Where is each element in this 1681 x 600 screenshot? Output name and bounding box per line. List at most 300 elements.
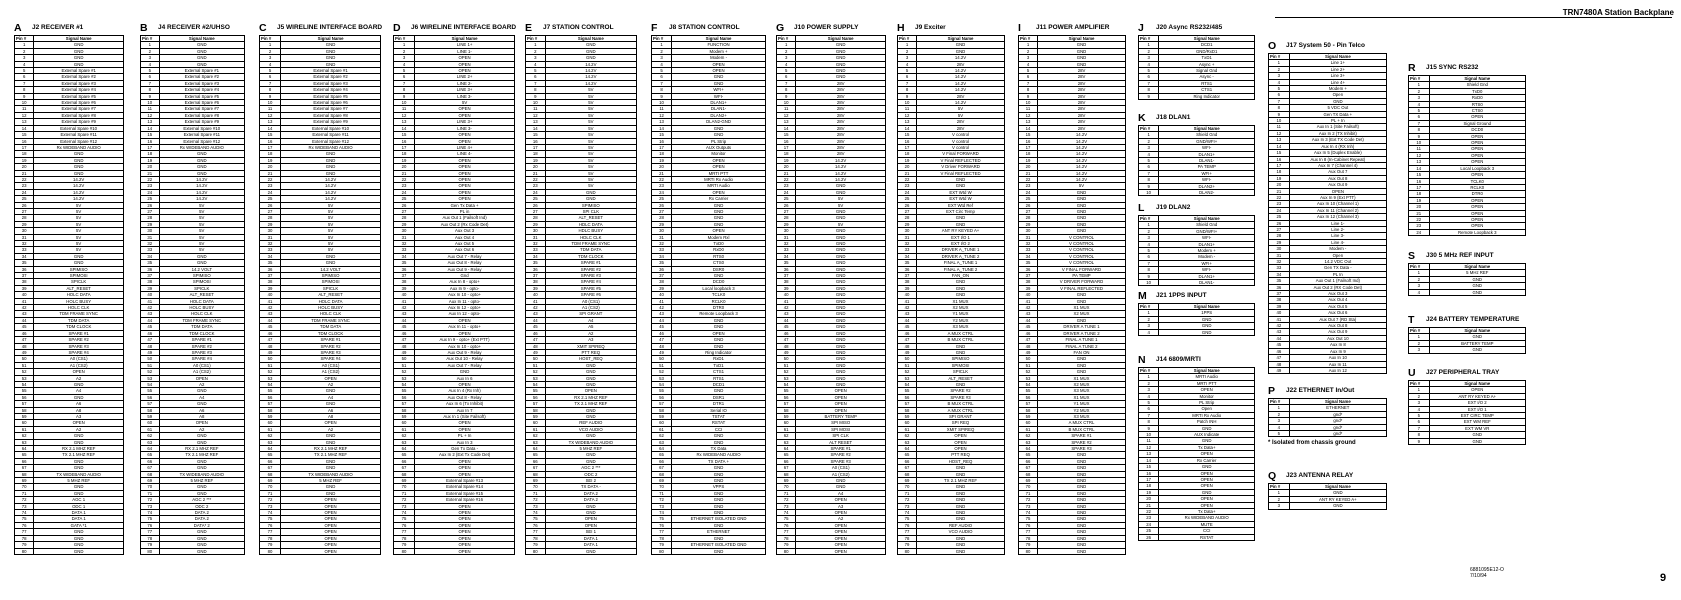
signal-name: GND — [796, 241, 886, 247]
pin-number: 21 — [652, 170, 672, 176]
pin-number: 6 — [898, 74, 917, 80]
signal-name: OPEN — [415, 170, 515, 176]
pin-number: 79 — [1019, 542, 1038, 548]
signal-name: HOLC CLK — [281, 311, 381, 317]
pin-number: 3 — [526, 55, 546, 61]
signal-name: Aux In 10 - opto+ — [415, 292, 515, 298]
signal-name: OPEN — [415, 112, 515, 118]
signal-name: XMIT SPIREQ — [917, 426, 1005, 432]
pin-number: 68 — [141, 471, 160, 477]
pin-number: 45 — [141, 324, 160, 330]
signal-name: GND — [159, 465, 244, 471]
signal-name: Monitor — [672, 151, 766, 157]
pin-number: 2 — [898, 48, 917, 54]
signal-name: 28V — [917, 93, 1005, 99]
pin-number: 65 — [526, 452, 546, 458]
pin-number: 25 — [394, 196, 415, 202]
pin-number: 72 — [394, 497, 415, 503]
connector-section-f — [651, 22, 766, 555]
pin-number: 53 — [141, 375, 160, 381]
pin-table — [525, 35, 637, 555]
pin-number: 47 — [141, 337, 160, 343]
pin-number: 7 — [898, 80, 917, 86]
section-title: J27 PERIPHERAL TRAY — [1426, 369, 1500, 376]
signal-name: 28V — [796, 80, 886, 86]
signal-name: HDLC CLK — [545, 234, 636, 240]
signal-name: GND — [917, 221, 1005, 227]
pin-number: 9 — [526, 93, 546, 99]
pin-number: 58 — [15, 407, 34, 413]
pin-number: 33 — [526, 247, 546, 253]
section-title: J14 6809/MRTI — [1156, 356, 1201, 363]
section-header — [1268, 470, 1387, 482]
pin-number: 34 — [652, 253, 672, 259]
pin-number: 48 — [141, 343, 160, 349]
pin-number: 74 — [898, 510, 917, 516]
signal-name: GND — [796, 253, 886, 259]
pin-column-header: Pin # — [526, 36, 546, 42]
signal-name: External Spare #11 — [159, 132, 244, 138]
pin-number: 47 — [898, 337, 917, 343]
pin-number: 1 — [1409, 334, 1430, 340]
pin-number: 44 — [526, 317, 546, 323]
table-row — [1409, 347, 1526, 353]
pin-number: 11 — [652, 106, 672, 112]
signal-name: PA TEMP — [1159, 164, 1255, 170]
pin-number: 37 — [777, 273, 796, 279]
signal-name: A1 (CS2) — [545, 305, 636, 311]
pin-number: 16 — [394, 138, 415, 144]
section-header — [1408, 250, 1526, 262]
signal-name: GND — [796, 381, 886, 387]
signal-name: DLAN1+ — [1159, 273, 1255, 279]
pin-number: 52 — [652, 369, 672, 375]
signal-name: GND — [281, 433, 381, 439]
pin-number: 40 — [1019, 292, 1038, 298]
pin-number: 16 — [777, 138, 796, 144]
pin-number: 46 — [898, 330, 917, 336]
signal-name: PTT REQ — [917, 452, 1005, 458]
pin-number: 29 — [526, 221, 546, 227]
pin-number: 77 — [394, 529, 415, 535]
pin-number: 51 — [260, 362, 281, 368]
pin-number: 78 — [1019, 535, 1038, 541]
pin-number: 53 — [1019, 375, 1038, 381]
pin-number: 74 — [652, 510, 672, 516]
pin-number: 25 — [15, 196, 34, 202]
pin-number: 65 — [898, 452, 917, 458]
signal-name: 5V — [281, 241, 381, 247]
pin-number: 31 — [141, 234, 160, 240]
signal-name: HOLC DATA — [34, 292, 124, 298]
signal-name: Line 2+ — [1289, 66, 1386, 72]
pin-number: 70 — [777, 484, 796, 490]
pin-number: 73 — [526, 503, 546, 509]
signal-name: OPEN — [796, 548, 886, 554]
signal-name: PA TEMP — [1038, 273, 1126, 279]
pin-number: 14 — [1269, 143, 1290, 149]
signal-name: GND — [672, 208, 766, 214]
pin-number: 63 — [15, 439, 34, 445]
signal-name: GND/WFI+ — [1159, 228, 1255, 234]
pin-number: 47 — [526, 337, 546, 343]
signal-name: A3 — [796, 503, 886, 509]
pin-number: 21 — [526, 170, 546, 176]
pin-number: 24 — [394, 189, 415, 195]
signal-name: GND — [1038, 228, 1126, 234]
pin-number: 66 — [652, 458, 672, 464]
pin-number: 56 — [15, 394, 34, 400]
pin-number: 57 — [526, 401, 546, 407]
signal-name: SPARE #2 — [159, 343, 244, 349]
pin-number: 2 — [394, 48, 415, 54]
signal-name: Aux Out 2 (Rx Code Det) — [415, 221, 515, 227]
pin-number: 1 — [1269, 490, 1290, 496]
signal-name: Aux Out 3 — [1289, 291, 1386, 297]
pin-number: 49 — [15, 349, 34, 355]
pin-number: 32 — [394, 241, 415, 247]
signal-name: MRTI Audio — [1159, 374, 1255, 380]
pin-number: 9 — [1269, 111, 1290, 117]
signal-name: TxD1 — [1159, 55, 1255, 61]
pin-number: 40 — [526, 292, 546, 298]
pin-number: 21 — [1409, 210, 1430, 216]
signal-name: 5V — [1038, 183, 1126, 189]
pin-number: 72 — [260, 497, 281, 503]
pin-number: 53 — [15, 375, 34, 381]
signal-name: Ring Indicator — [1159, 93, 1255, 99]
pin-number: 16 — [141, 138, 160, 144]
signal-name: OPEN — [1429, 204, 1525, 210]
signal-name: SPICLK — [917, 369, 1005, 375]
pin-number: 6 — [141, 74, 160, 80]
signal-name: Aux Out 7 — [1289, 169, 1386, 175]
signal-name: OPEN — [415, 465, 515, 471]
signal-name: GND — [34, 381, 124, 387]
pin-number: 67 — [141, 465, 160, 471]
signal-name: Async - — [1159, 74, 1255, 80]
signal-name: External Spare #9 — [159, 119, 244, 125]
pin-number: 63 — [141, 439, 160, 445]
pin-number: 3 — [1139, 323, 1159, 329]
signal-name: Rx WIDEBAND AUDIO — [34, 144, 124, 150]
pin-number: 73 — [652, 503, 672, 509]
signal-name: Aux In 4 (RX Inh) — [1289, 143, 1386, 149]
signal-name: GND — [159, 548, 244, 554]
signal-name: RxD0 — [672, 247, 766, 253]
signal-name: TxD0 — [672, 241, 766, 247]
signal-name: CTS0 — [1429, 108, 1525, 114]
signal-name: A3 — [34, 413, 124, 419]
pin-number: 27 — [526, 208, 546, 214]
pin-number: 12 — [15, 112, 34, 118]
signal-name: Async + — [1159, 61, 1255, 67]
signal-name: EXT CIRC TEMP — [1429, 413, 1525, 419]
signal-name: OPEN — [415, 516, 515, 522]
signal-name: OPEN — [1159, 451, 1255, 457]
pin-number: 43 — [394, 311, 415, 317]
pin-number: 32 — [1269, 259, 1290, 265]
section-letter: H — [897, 22, 905, 34]
signal-name: OPEN — [159, 375, 244, 381]
pin-number: 43 — [898, 311, 917, 317]
signal-name: GND — [34, 542, 124, 548]
pin-number: 64 — [260, 446, 281, 452]
signal-name: V Final REFLECTED — [917, 170, 1005, 176]
pin-number: 4 — [260, 61, 281, 67]
pin-number: 27 — [141, 208, 160, 214]
signal-name: REF AUDIO — [917, 522, 1005, 528]
pin-number: 4 — [1139, 393, 1159, 399]
pin-number: 47 — [1019, 337, 1038, 343]
signal-name: OPEN — [1429, 133, 1525, 139]
pin-number: 68 — [777, 471, 796, 477]
signal-name: VCO AUDIO — [917, 529, 1005, 535]
pin-number: 9 — [1139, 273, 1159, 279]
pin-number: 54 — [141, 381, 160, 387]
pin-number: 26 — [1269, 220, 1290, 226]
pin-number: 66 — [15, 458, 34, 464]
pin-number: 59 — [898, 413, 917, 419]
pin-number: 59 — [15, 413, 34, 419]
signal-name: SPARE #3 — [34, 343, 124, 349]
pin-number: 60 — [141, 420, 160, 426]
pin-number: 1 — [526, 42, 546, 48]
pin-number: 37 — [652, 273, 672, 279]
signal-name: TX WIDEBAND AUDIO — [34, 471, 124, 477]
signal-name: ETHERNET ISOLATED GND — [672, 542, 766, 548]
pin-number: 25 — [652, 196, 672, 202]
pin-number: 11 — [1139, 438, 1159, 444]
signal-name: WFI- — [1159, 145, 1255, 151]
pin-number: 59 — [394, 413, 415, 419]
signal-name: V DRIVER FORWARD — [1038, 279, 1126, 285]
pin-number: 11 — [394, 106, 415, 112]
signal-name: SPARE #2 — [796, 452, 886, 458]
pin-number: 31 — [394, 234, 415, 240]
pin-number: 34 — [394, 253, 415, 259]
signal-name: DCD0 — [672, 279, 766, 285]
pin-number: 74 — [260, 510, 281, 516]
signal-name: Gen TX Data - — [1289, 265, 1386, 271]
signal-name: Signal Gnd — [1159, 68, 1255, 74]
signal-name: 5 VDC Out — [1289, 105, 1386, 111]
signal-name: GND — [545, 42, 636, 48]
pin-number: 2 — [1139, 380, 1159, 386]
signal-name: gnd* — [1289, 431, 1386, 437]
pin-number: 5 — [260, 68, 281, 74]
pin-table — [1018, 35, 1126, 555]
pin-number: 7 — [1019, 80, 1038, 86]
pin-number: 17 — [1139, 476, 1159, 482]
signal-name: SPARE #2 — [1038, 439, 1126, 445]
pin-number: 62 — [1019, 433, 1038, 439]
signal-name: ETHERNET — [1289, 405, 1386, 411]
section-title: J11 POWER AMPLIFIER — [1036, 24, 1110, 31]
pin-number: 3 — [652, 55, 672, 61]
pin-number: 36 — [1019, 266, 1038, 272]
signal-name: A MUX CTRL — [917, 407, 1005, 413]
signal-name: GND — [159, 542, 244, 548]
pin-number: 24 — [1269, 207, 1290, 213]
pin-number: 39 — [526, 285, 546, 291]
pin-number: 24 — [260, 189, 281, 195]
pin-number: 64 — [394, 446, 415, 452]
signal-name: External Spare #3 — [34, 80, 124, 86]
signal-name: PL + In — [1289, 118, 1386, 124]
pin-number: 45 — [898, 324, 917, 330]
pin-column-header: Pin # — [260, 36, 281, 42]
signal-name: Aux In 8 - opto+ — [415, 279, 515, 285]
signal-name: GND — [159, 61, 244, 67]
pin-number: 48 — [777, 343, 796, 349]
pin-number: 2 — [260, 48, 281, 54]
signal-name: 5V — [796, 221, 886, 227]
signal-name: GND — [34, 55, 124, 61]
pin-number: 21 — [1019, 170, 1038, 176]
pin-table — [1268, 398, 1387, 437]
pin-number: 13 — [777, 119, 796, 125]
signal-name: External Spare #10 — [281, 125, 381, 131]
section-letter: R — [1408, 62, 1416, 74]
signal-name: LINE 3+ — [415, 119, 515, 125]
pin-number: 64 — [15, 446, 34, 452]
pin-number: 33 — [1019, 247, 1038, 253]
signal-name: DATA 1 — [34, 510, 124, 516]
signal-name: SPI MISO — [796, 420, 886, 426]
signal-name: TDM DATA — [545, 247, 636, 253]
signal-name: HOLC CLK — [34, 305, 124, 311]
signal-name: GND — [1429, 438, 1525, 444]
signal-name: 14.2V — [545, 80, 636, 86]
pin-number: 63 — [1019, 439, 1038, 445]
signal-name: 5V — [34, 208, 124, 214]
pin-number: 29 — [141, 221, 160, 227]
pin-number: 1 — [15, 42, 34, 48]
signal-name: 14.2V — [281, 176, 381, 182]
pin-number: 36 — [141, 266, 160, 272]
connector-section-j — [1138, 22, 1255, 100]
signal-name: GND — [34, 490, 124, 496]
section-header — [1138, 22, 1255, 34]
section-header — [651, 22, 766, 34]
section-letter: E — [525, 22, 533, 34]
signal-name: RX 2.1 MHZ REF — [281, 446, 381, 452]
section-title: J5 WIRELINE INTERFACE BOARD — [277, 24, 383, 31]
section-letter: P — [1268, 385, 1276, 397]
pin-number: 29 — [394, 221, 415, 227]
pin-number: 73 — [260, 503, 281, 509]
pin-number: 28 — [526, 215, 546, 221]
pin-number: 23 — [1019, 183, 1038, 189]
signal-name: 5V — [159, 221, 244, 227]
signal-name: GND — [796, 189, 886, 195]
signal-name: GND — [917, 535, 1005, 541]
pin-table — [1138, 125, 1255, 196]
signal-column-header: Signal Name — [1159, 126, 1255, 132]
signal-name: SPARE #1 — [281, 337, 381, 343]
pin-number: 4 — [898, 61, 917, 67]
signal-name: 5V — [545, 176, 636, 182]
signal-name: LINE 1+ — [415, 42, 515, 48]
signal-name: A8 — [34, 407, 124, 413]
signal-name: OPEN — [415, 510, 515, 516]
section-title: J2 RECEIVER #1 — [32, 24, 84, 31]
section-header — [140, 22, 245, 34]
pin-number: 22 — [1139, 508, 1159, 514]
pin-number: 80 — [15, 548, 34, 554]
signal-name: Line 4- — [1289, 239, 1386, 245]
signal-name: EXT WM VR — [1429, 425, 1525, 431]
pin-number: 63 — [652, 439, 672, 445]
signal-name: OPEN — [1429, 140, 1525, 146]
signal-name: GND — [917, 42, 1005, 48]
signal-name: AGC 2 *** — [159, 497, 244, 503]
signal-name: 14.2V — [281, 196, 381, 202]
pin-table — [140, 35, 245, 555]
pin-number: 19 — [777, 157, 796, 163]
pin-number: 50 — [898, 356, 917, 362]
signal-name: LINE 2+ — [415, 74, 515, 80]
signal-name: GND — [672, 510, 766, 516]
signal-name: ALT_RESET — [281, 292, 381, 298]
signal-name: External Spare #6 — [281, 100, 381, 106]
pin-number: 18 — [526, 151, 546, 157]
pin-number: 5 — [15, 68, 34, 74]
pin-number: 17 — [1409, 184, 1430, 190]
pin-number: 61 — [898, 426, 917, 432]
signal-name: RSTAT — [672, 420, 766, 426]
signal-name: 28V — [1038, 119, 1126, 125]
pin-number: 3 — [15, 55, 34, 61]
signal-name: Aux In 12 (Channel 3) — [1289, 214, 1386, 220]
pin-number: 35 — [260, 260, 281, 266]
signal-column-header: Signal Name — [159, 36, 244, 42]
signal-name: GND — [34, 484, 124, 490]
signal-name: GND — [1038, 221, 1126, 227]
pin-number: 14 — [394, 125, 415, 131]
connector-section-s — [1408, 250, 1526, 296]
pin-number: 52 — [141, 369, 160, 375]
signal-name: GND — [34, 48, 124, 54]
pin-number: 20 — [652, 164, 672, 170]
pin-number: 5 — [898, 68, 917, 74]
signal-name: GND — [281, 48, 381, 54]
signal-name: 14.2V — [917, 68, 1005, 74]
pin-number: 59 — [1019, 413, 1038, 419]
pin-number: 54 — [526, 381, 546, 387]
pin-number: 64 — [1019, 446, 1038, 452]
pin-number: 79 — [260, 542, 281, 548]
pin-number: 9 — [1139, 183, 1159, 189]
pin-number: 15 — [898, 132, 917, 138]
pin-number: 55 — [394, 388, 415, 394]
signal-name: 14.2V — [159, 189, 244, 195]
pin-number: 28 — [777, 215, 796, 221]
signal-name: OPEN — [281, 497, 381, 503]
pin-number: 60 — [1019, 420, 1038, 426]
pin-number: 68 — [394, 471, 415, 477]
pin-number: 16 — [1409, 178, 1430, 184]
pin-number: 15 — [1409, 172, 1430, 178]
pin-table — [1408, 380, 1526, 445]
signal-name: Aux In 1 (Site Failsoft) — [415, 413, 515, 419]
pin-number: 1 — [1269, 405, 1290, 411]
signal-name: FINAL A_TUNE 2 — [917, 266, 1005, 272]
signal-name: 14.2 VOLT — [159, 266, 244, 272]
signal-name: GND — [159, 260, 244, 266]
pin-number: 30 — [898, 228, 917, 234]
